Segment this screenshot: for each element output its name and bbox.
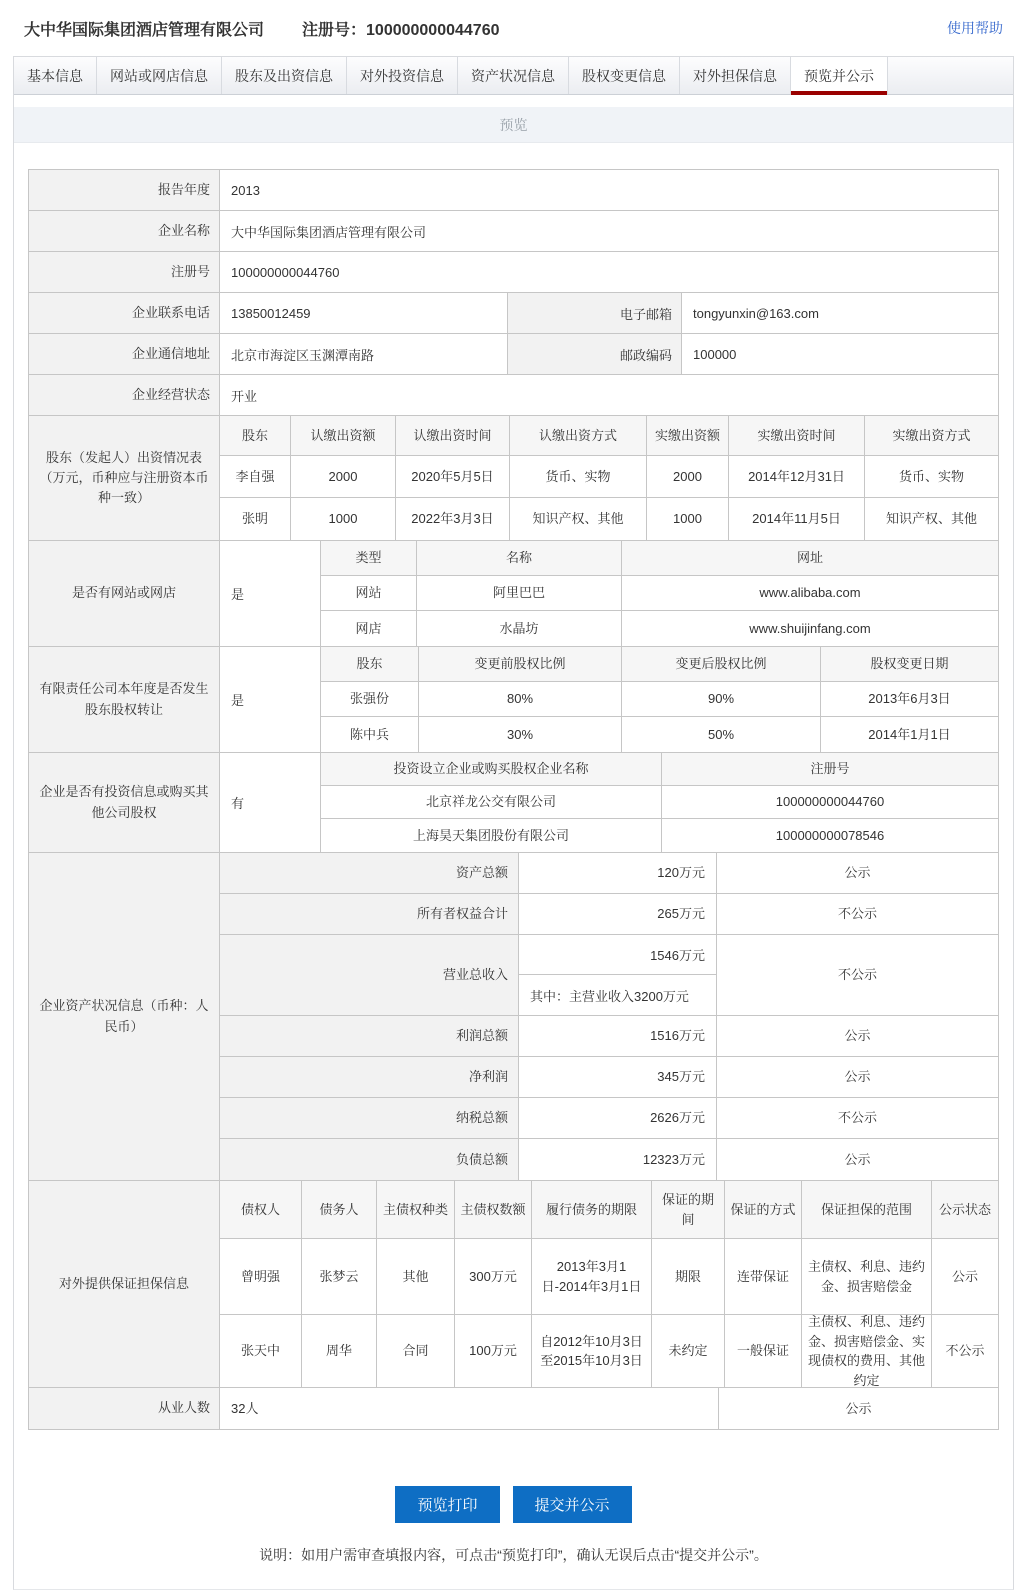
column-header: 类型 (321, 541, 417, 575)
business-status-row (29, 375, 998, 416)
table-cell: 自2012年10月3日至2015年10月3日 (532, 1315, 652, 1387)
table-cell: 主债权、利息、违约金、损害赔偿金、实现债权的费用、其他约定 (802, 1315, 932, 1387)
shareholders-section (29, 416, 998, 541)
employees-value: 32人 (220, 1388, 719, 1429)
report-year-label: 报告年度 (29, 170, 220, 210)
table-cell: 2022年3月3日 (396, 498, 510, 540)
website-answer: 是 (220, 541, 321, 646)
table-cell: 上海昊天集团股份有限公司 (321, 819, 662, 852)
table-cell: 张天中 (220, 1315, 302, 1387)
table-cell: 2000 (291, 456, 396, 497)
asset-row-revenue (220, 935, 998, 1016)
action-bar (14, 1486, 1013, 1523)
column-header: 主债权种类 (377, 1181, 455, 1238)
publish-status: 不公示 (837, 967, 877, 983)
asset-name: 资产总额 (220, 853, 519, 893)
publish-status: 不公示 (945, 1343, 985, 1359)
preview-section-title: 预览 (14, 107, 1013, 143)
shareholders-header-row (220, 416, 998, 456)
table-cell: 北京祥龙公交有限公司 (321, 786, 662, 818)
business-status-value: 开业 (231, 388, 258, 404)
table-cell: 货币、实物 (510, 456, 647, 497)
table-cell: 30% (419, 717, 622, 752)
table-row (220, 1315, 998, 1387)
table-cell: 100000000044760 (775, 794, 885, 810)
annual-report-table (28, 169, 999, 1430)
column-header: 注册号 (662, 753, 998, 785)
table-cell: 网站 (321, 576, 417, 610)
publish-status: 不公示 (837, 1110, 877, 1126)
column-header: 保证担保的范围 (802, 1181, 932, 1238)
column-header: 实缴出资额 (647, 416, 729, 455)
table-cell: 100万元 (455, 1315, 532, 1387)
investment-answer: 有 (220, 753, 321, 852)
column-header: 债权人 (220, 1181, 302, 1238)
asset-value: 1546万元 (519, 935, 716, 975)
website-url: www.shuijinfang.com (749, 620, 871, 636)
table-row (321, 717, 998, 752)
tab-asset-info[interactable]: 资产状况信息 (458, 57, 569, 94)
column-header: 履行债务的期限 (532, 1181, 652, 1238)
business-status-label: 企业经营状态 (29, 375, 220, 415)
asset-name: 纳税总额 (220, 1098, 519, 1138)
asset-row (220, 853, 998, 894)
table-cell: 张强份 (321, 682, 419, 716)
tab-website-info[interactable]: 网站或网店信息 (97, 57, 222, 94)
tab-bar (14, 57, 1013, 95)
publish-status: 公示 (845, 1400, 872, 1416)
investment-label: 企业是否有投资信息或购买其他公司股权 (29, 753, 220, 852)
table-cell: 2014年1月1日 (868, 726, 951, 742)
table-cell: 2014年12月31日 (729, 456, 865, 497)
column-header: 认缴出资方式 (510, 416, 647, 455)
column-header: 股东 (321, 647, 419, 681)
asset-row (220, 1016, 998, 1057)
column-header: 主债权数额 (455, 1181, 532, 1238)
table-row (321, 819, 998, 852)
table-cell: 张明 (220, 498, 291, 540)
asset-subvalue: 其中：主营业收入3200万元 (530, 988, 689, 1004)
table-cell: 阿里巴巴 (417, 576, 622, 610)
asset-value: 1516万元 (519, 1016, 717, 1056)
equity-transfer-answer: 是 (220, 647, 321, 752)
table-row (321, 682, 998, 717)
postcode-label: 邮政编码 (507, 334, 682, 374)
equity-transfer-section (29, 647, 998, 753)
shareholders-label: 股东（发起人）出资情况表（万元，币种应与注册资本币种一致） (29, 416, 220, 540)
website-label: 是否有网站或网店 (29, 541, 220, 646)
preview-print-button[interactable]: 预览打印 (395, 1486, 499, 1523)
column-header: 保证的期间 (652, 1181, 725, 1238)
table-cell: 合同 (377, 1315, 455, 1387)
asset-row (220, 1057, 998, 1098)
phone-value: 13850012459 (231, 305, 311, 321)
publish-status: 公示 (844, 865, 871, 881)
asset-value: 120万元 (519, 853, 717, 893)
asset-row (220, 1098, 998, 1139)
address-value: 北京市海淀区玉渊潭南路 (231, 347, 375, 363)
column-header: 公示状态 (932, 1181, 998, 1238)
column-header: 保证的方式 (725, 1181, 802, 1238)
company-title: 大中华国际集团酒店管理有限公司 (24, 21, 265, 39)
asset-row (220, 1139, 998, 1180)
website-url: www.alibaba.com (759, 585, 861, 601)
column-header: 名称 (417, 541, 622, 575)
asset-value: 265万元 (519, 894, 717, 934)
column-header: 债务人 (302, 1181, 377, 1238)
publish-status: 公示 (951, 1268, 978, 1284)
asset-row (220, 894, 998, 935)
table-cell: 陈中兵 (321, 717, 419, 752)
tab-guarantee-info[interactable]: 对外担保信息 (680, 57, 791, 94)
table-cell: 2013年3月1日-2014年3月1日 (532, 1239, 652, 1314)
publish-status: 不公示 (837, 906, 877, 922)
tab-equity-change-info[interactable]: 股权变更信息 (569, 57, 680, 94)
publish-status: 公示 (844, 1069, 871, 1085)
table-cell: 一般保证 (725, 1315, 802, 1387)
guarantees-header-row (220, 1181, 998, 1239)
employees-label: 从业人数 (29, 1388, 220, 1429)
column-header: 投资设立企业或购买股权企业名称 (321, 753, 662, 785)
instruction-note: 说明：如用户需审查填报内容，可点击“预览打印”，确认无误后点击“提交并公示”。 (259, 1547, 768, 1563)
table-row (321, 611, 998, 646)
column-header: 股权变更日期 (821, 647, 998, 681)
table-cell: 1000 (647, 498, 729, 540)
email-value: tongyunxin@163.com (693, 305, 819, 321)
table-cell: 2020年5月5日 (396, 456, 510, 497)
help-link[interactable]: 使用帮助 (947, 20, 1003, 36)
address-postcode-row (29, 334, 998, 375)
registration-number: 注册号：100000000044760 (302, 21, 500, 39)
table-cell: 90% (622, 682, 821, 716)
table-cell: 知识产权、其他 (885, 511, 977, 527)
main-panel (13, 56, 1014, 1590)
asset-value: 2626万元 (519, 1098, 717, 1138)
asset-name: 净利润 (220, 1057, 519, 1097)
table-cell: 期限 (652, 1239, 725, 1314)
table-cell: 100000000078546 (775, 827, 885, 843)
table-cell: 其他 (377, 1239, 455, 1314)
revenue-stack (519, 935, 717, 1015)
table-cell: 主债权、利息、违约金、损害赔偿金 (802, 1239, 932, 1314)
asset-name: 所有者权益合计 (220, 894, 519, 934)
reg-no-value: 100000000044760 (231, 264, 340, 280)
company-name-row (29, 211, 998, 252)
table-cell: 2013年6月3日 (868, 691, 951, 707)
postcode-value: 100000 (693, 346, 737, 362)
table-cell: 50% (622, 717, 821, 752)
table-cell: 知识产权、其他 (510, 498, 647, 540)
report-year-value: 2013 (231, 182, 260, 198)
table-cell: 2000 (647, 456, 729, 497)
asset-name: 负债总额 (220, 1139, 519, 1180)
table-cell: 未约定 (652, 1315, 725, 1387)
publish-status: 公示 (844, 1151, 871, 1167)
asset-value: 12323万元 (519, 1139, 717, 1180)
phone-label: 企业联系电话 (29, 293, 220, 333)
company-name-label: 企业名称 (29, 211, 220, 251)
assets-section (29, 853, 998, 1181)
column-header: 认缴出资额 (291, 416, 396, 455)
investment-section (29, 753, 998, 853)
guarantees-label: 对外提供保证担保信息 (29, 1181, 220, 1387)
asset-value: 345万元 (519, 1057, 717, 1097)
table-row (321, 576, 998, 611)
column-header: 认缴出资时间 (396, 416, 510, 455)
publish-status: 公示 (844, 1028, 871, 1044)
table-cell: 货币、实物 (898, 468, 964, 484)
column-header: 股东 (220, 416, 291, 455)
table-cell: 80% (419, 682, 622, 716)
table-cell: 周华 (302, 1315, 377, 1387)
tab-basic-info[interactable]: 基本信息 (14, 57, 97, 94)
column-header: 实缴出资时间 (729, 416, 865, 455)
table-row (321, 786, 998, 819)
table-row (220, 498, 998, 540)
table-cell: 李自强 (220, 456, 291, 497)
submit-publish-button[interactable]: 提交并公示 (513, 1486, 632, 1523)
table-cell: 连带保证 (725, 1239, 802, 1314)
company-name-value: 大中华国际集团酒店管理有限公司 (231, 224, 427, 240)
reg-no-label: 注册号 (29, 252, 220, 292)
equity-transfer-label: 有限责任公司本年度是否发生股东股权转让 (29, 647, 220, 752)
table-row (220, 1239, 998, 1315)
asset-name: 营业总收入 (220, 935, 519, 1015)
reg-no-row (29, 252, 998, 293)
table-cell: 张梦云 (302, 1239, 377, 1314)
tab-shareholder-info[interactable]: 股东及出资信息 (222, 57, 347, 94)
asset-name: 利润总额 (220, 1016, 519, 1056)
app-header (0, 0, 1027, 56)
table-cell: 2014年11月5日 (729, 498, 865, 540)
website-header-row (321, 541, 998, 576)
assets-label: 企业资产状况信息（币种：人民币） (29, 853, 220, 1180)
table-cell: 曾明强 (220, 1239, 302, 1314)
column-header: 变更前股权比例 (419, 647, 622, 681)
table-cell: 300万元 (455, 1239, 532, 1314)
tab-investment-info[interactable]: 对外投资信息 (347, 57, 458, 94)
website-section (29, 541, 998, 647)
table-cell: 网店 (321, 611, 417, 646)
column-header: 变更后股权比例 (622, 647, 821, 681)
guarantees-section (29, 1181, 998, 1388)
phone-email-row (29, 293, 998, 334)
email-label: 电子邮箱 (507, 293, 682, 333)
report-year-row (29, 170, 998, 211)
address-label: 企业通信地址 (29, 334, 220, 374)
table-cell: 1000 (291, 498, 396, 540)
employees-row (29, 1388, 998, 1429)
investment-header-row (321, 753, 998, 786)
column-header: 网址 (622, 541, 998, 575)
table-row (220, 456, 998, 498)
table-cell: 水晶坊 (417, 611, 622, 646)
column-header: 实缴出资方式 (865, 416, 998, 455)
equity-transfer-header-row (321, 647, 998, 682)
tab-preview-publish[interactable]: 预览并公示 (791, 57, 888, 94)
